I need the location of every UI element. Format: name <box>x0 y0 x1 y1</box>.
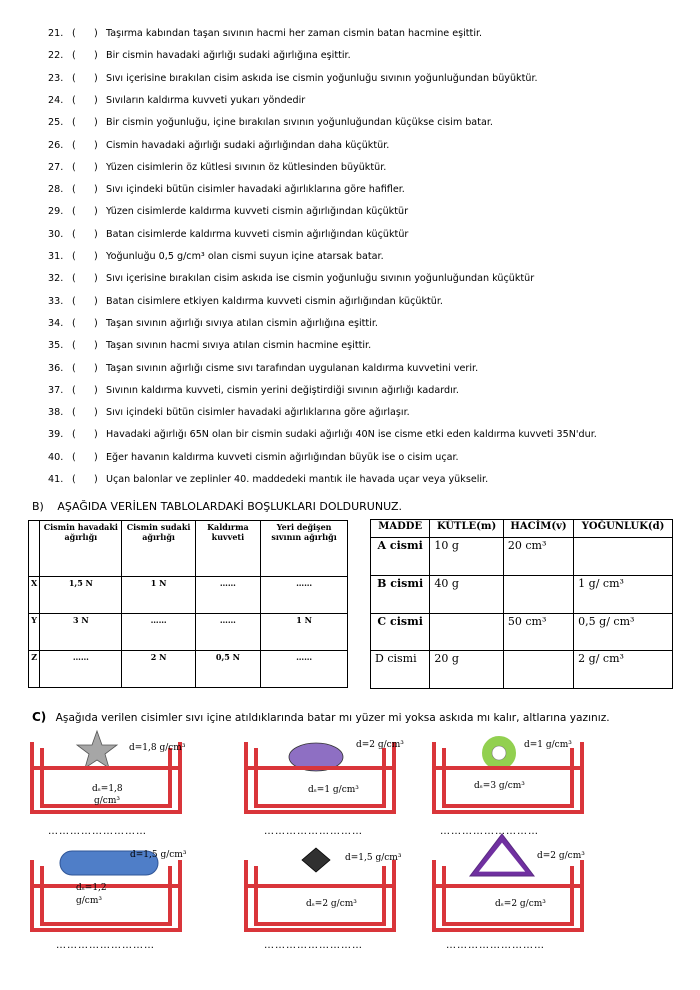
table2-cell: 1 g/ cm³ <box>574 575 673 613</box>
table-row <box>371 538 673 576</box>
table2-cell: 10 g <box>430 538 504 576</box>
question-text: Sıvı içerisine bırakılan cisim askıda ise cismin yoğunluğu sıvının yoğunluğundan küçüktür <box>106 273 535 285</box>
container-diagram-6 <box>432 846 622 936</box>
table1-cell: …… <box>261 577 348 614</box>
question-text: Uçan balonlar ve zeplinler 40. maddedeki mantık ile havada uçar veya yükselir. <box>106 474 489 485</box>
list-item <box>48 116 493 130</box>
table2-cell <box>503 575 573 613</box>
table-row <box>371 613 673 651</box>
table2-cell <box>503 651 573 689</box>
question-text: Sıvı içindeki bütün cisimler havadaki ağırlıklarına göre hafifler. <box>106 184 405 196</box>
answer-parentheses[interactable]: ( ) <box>72 117 98 129</box>
list-item <box>48 183 405 197</box>
question-number: 26. <box>48 139 64 151</box>
question-number: 35. <box>48 340 64 352</box>
liquid-density-unit: g/cm³ <box>94 796 120 806</box>
object-density-label: d=1,5 g/cm³ <box>130 850 187 860</box>
table-row <box>29 614 348 651</box>
list-item <box>48 473 488 487</box>
liquid-density-label: dₛ=1 g/cm³ <box>308 785 359 795</box>
answer-blank[interactable]: ……………………… <box>264 826 363 837</box>
table-row <box>371 575 673 613</box>
list-item <box>48 362 478 376</box>
table1-cell: 2 N <box>122 651 195 688</box>
question-number: 25. <box>48 117 64 129</box>
answer-parentheses[interactable]: ( ) <box>72 139 98 151</box>
question-text: Yüzen cisimlerde kaldırma kuvveti cismin ağırlığından küçüktür <box>106 206 409 218</box>
list-item <box>48 317 378 331</box>
list-item <box>48 451 459 465</box>
question-number: 36. <box>48 362 64 374</box>
table1-cell: 3 N <box>40 614 122 651</box>
object-density-label: d=1,8 g/cm³ <box>129 743 186 753</box>
question-text: Bir cismin havadaki ağırlığı sudaki ağırlığına eşittir. <box>106 50 351 62</box>
table2-cell: 0,5 g/ cm³ <box>574 613 673 651</box>
answer-parentheses[interactable]: ( ) <box>72 184 98 196</box>
table2-cell <box>574 538 673 576</box>
answer-parentheses[interactable]: ( ) <box>72 474 98 485</box>
answer-blank[interactable]: ……………………… <box>48 826 147 837</box>
liquid-density-label: dₛ=2 g/cm³ <box>495 899 546 909</box>
object-density-label: d=1,5 g/cm³ <box>345 853 402 863</box>
answer-parentheses[interactable]: ( ) <box>72 429 98 441</box>
answer-parentheses[interactable]: ( ) <box>72 273 98 285</box>
question-text: Taşan sıvının hacmi sıvıya atılan cismin hacmine eşittir. <box>106 340 372 352</box>
table1-cell: Z <box>29 651 40 688</box>
diamond-icon <box>302 848 330 872</box>
container-diagram-5 <box>244 846 434 936</box>
question-number: 41. <box>48 474 64 485</box>
answer-blank[interactable]: ……………………… <box>440 826 539 837</box>
list-item <box>48 428 597 442</box>
table2-header: MADDE <box>371 520 430 538</box>
question-text: Yoğunluğu 0,5 g/cm³ olan cismi suyun içine atarsak batar. <box>106 251 384 262</box>
table2-header: YOĞUNLUK(d) <box>574 520 673 538</box>
question-text: Cismin havadaki ağırlığı sudaki ağırlığından daha küçüktür. <box>106 139 390 151</box>
list-item <box>48 272 534 286</box>
table2-cell: 40 g <box>430 575 504 613</box>
table1-header: Yeri değişen sıvının ağırlığı <box>261 521 348 577</box>
answer-blank[interactable]: ……………………… <box>56 940 155 951</box>
table1-cell: …… <box>40 651 122 688</box>
list-item <box>48 49 351 63</box>
answer-parentheses[interactable]: ( ) <box>72 28 98 39</box>
list-item <box>48 94 305 108</box>
question-number: 32. <box>48 273 64 285</box>
section-c-heading <box>32 710 610 724</box>
table-row <box>29 651 348 688</box>
question-text: Sıvıların kaldırma kuvveti yukarı yöndedir <box>106 94 306 106</box>
table-row <box>371 651 673 689</box>
object-density-label: d=2 g/cm³ <box>356 740 404 750</box>
question-text: Taşan sıvının ağırlığı sıvıya atılan cismin ağırlığına eşittir. <box>106 317 378 329</box>
question-text: Yüzen cisimlerin öz kütlesi sıvının öz kütlesinden büyüktür. <box>106 161 387 173</box>
question-text: Eğer havanın kaldırma kuvveti cismin ağırlığından büyük ise o cisim uçar. <box>106 451 459 463</box>
question-number: 29. <box>48 206 64 218</box>
answer-blank[interactable]: ……………………… <box>264 940 363 951</box>
list-item <box>48 27 482 41</box>
table2-cell: C cismi <box>371 613 430 651</box>
container-diagram-1 <box>30 728 220 818</box>
ring-icon <box>487 741 511 765</box>
table2-cell: 20 g <box>430 651 504 689</box>
question-text: Sıvının kaldırma kuvveti, cismin yerini değiştirdiği sıvının ağırlığı kadardır. <box>106 384 459 396</box>
answer-parentheses[interactable]: ( ) <box>72 362 98 374</box>
answer-parentheses[interactable]: ( ) <box>72 451 98 463</box>
answer-blank[interactable]: ……………………… <box>446 940 545 951</box>
list-item <box>48 205 408 219</box>
container-diagram-4 <box>30 846 220 936</box>
answer-parentheses[interactable]: ( ) <box>72 228 98 240</box>
table1-cell: 1 N <box>122 577 195 614</box>
table2-cell: 20 cm³ <box>503 538 573 576</box>
table1-header <box>29 521 40 577</box>
answer-parentheses[interactable]: ( ) <box>72 94 98 106</box>
question-text: Bir cismin yoğunluğu, içine bırakılan sıvının yoğunluğundan küçükse cisim batar. <box>106 117 493 129</box>
question-number: 27. <box>48 161 64 173</box>
question-number: 22. <box>48 50 64 62</box>
list-item <box>48 228 408 242</box>
table1-cell: X <box>29 577 40 614</box>
section-b-title: AŞAĞIDA VERİLEN TABLOLARDAKİ BOŞLUKLARI DOLDURUNUZ. <box>57 500 402 513</box>
answer-parentheses[interactable]: ( ) <box>72 251 98 262</box>
container-diagram-2 <box>244 728 434 818</box>
answer-parentheses[interactable]: ( ) <box>72 206 98 218</box>
answer-parentheses[interactable]: ( ) <box>72 407 98 419</box>
triangle-icon <box>470 834 534 876</box>
list-item <box>48 295 443 309</box>
liquid-density-unit: g/cm³ <box>76 896 102 906</box>
answer-parentheses[interactable]: ( ) <box>72 295 98 307</box>
question-text: Sıvı içerisine bırakılan cisim askıda ise cismin yoğunluğu sıvının yoğunluğundan büyüktür. <box>106 72 538 84</box>
question-number: 24. <box>48 94 64 106</box>
liquid-density-label: dₛ=1,2 <box>76 883 107 893</box>
question-number: 30. <box>48 228 64 240</box>
object-density-label: d=1 g/cm³ <box>524 740 572 750</box>
object-density-label: d=2 g/cm³ <box>537 851 585 861</box>
table2-cell: 50 cm³ <box>503 613 573 651</box>
question-text: Batan cisimlere etkiyen kaldırma kuvveti cismin ağırlığından küçüktür. <box>106 295 443 307</box>
question-number: 38. <box>48 407 64 419</box>
container-icon <box>246 860 394 930</box>
star-icon <box>77 731 117 768</box>
question-text: Taşan sıvının ağırlığı cisme sıvı tarafından uygulanan kaldırma kuvvetini verir. <box>106 362 479 374</box>
table1-cell: …… <box>195 577 260 614</box>
table1-header: Kaldırma kuvveti <box>195 521 260 577</box>
table2-header: HACİM(v) <box>503 520 573 538</box>
table1-cell: Y <box>29 614 40 651</box>
table1-cell: 1,5 N <box>40 577 122 614</box>
question-number: 40. <box>48 451 64 463</box>
list-item <box>48 384 459 398</box>
list-item <box>48 72 538 86</box>
table1-cell: …… <box>195 614 260 651</box>
question-text: Taşırma kabından taşan sıvının hacmi her zaman cismin batan hacmine eşittir. <box>106 28 483 39</box>
table2-cell: B cismi <box>371 575 430 613</box>
list-item <box>48 339 371 353</box>
section-c-title: Aşağıda verilen cisimler sıvı içine atıldıklarında batar mı yüzer mi yoksa askıda mı kalır, altlarına yazınız. <box>55 712 610 724</box>
density-table <box>370 519 673 689</box>
table1-header: Cismin sudaki ağırlığı <box>122 521 195 577</box>
force-table <box>28 520 348 688</box>
section-c-label: C) <box>32 710 47 724</box>
answer-parentheses[interactable]: ( ) <box>72 72 98 84</box>
question-number: 21. <box>48 28 64 39</box>
answer-parentheses[interactable]: ( ) <box>72 384 98 396</box>
question-number: 37. <box>48 384 64 396</box>
liquid-density-label: dₛ=3 g/cm³ <box>474 781 525 791</box>
table1-header: Cismin havadaki ağırlığı <box>40 521 122 577</box>
table1-cell: …… <box>122 614 195 651</box>
section-b-heading <box>32 500 402 513</box>
table2-header: KÜTLE(m) <box>430 520 504 538</box>
table1-cell: 1 N <box>261 614 348 651</box>
question-number: 33. <box>48 295 64 307</box>
question-number: 23. <box>48 72 64 84</box>
list-item <box>48 139 389 153</box>
answer-parentheses[interactable]: ( ) <box>72 50 98 62</box>
question-text: Havadaki ağırlığı 65N olan bir cismin sudaki ağırlığı 40N ise cisme etki eden kaldırma kuvveti 35N'dur. <box>106 429 597 441</box>
table2-cell: 2 g/ cm³ <box>574 651 673 689</box>
table-row <box>29 577 348 614</box>
table1-cell: …… <box>261 651 348 688</box>
question-number: 28. <box>48 184 64 196</box>
list-item <box>48 161 386 175</box>
answer-parentheses[interactable]: ( ) <box>72 161 98 173</box>
table2-cell: A cismi <box>371 538 430 576</box>
question-text: Batan cisimlerde kaldırma kuvveti cismin ağırlığından küçüktür <box>106 228 409 240</box>
answer-parentheses[interactable]: ( ) <box>72 340 98 352</box>
liquid-density-label: dₛ=2 g/cm³ <box>306 899 357 909</box>
liquid-density-label: dₛ=1,8 <box>92 784 123 794</box>
table1-cell: 0,5 N <box>195 651 260 688</box>
table2-cell <box>430 613 504 651</box>
question-number: 39. <box>48 429 64 441</box>
table2-cell: D cismi <box>371 651 430 689</box>
list-item <box>48 406 410 420</box>
section-b-label: B) <box>32 500 44 513</box>
answer-parentheses[interactable]: ( ) <box>72 317 98 329</box>
question-text: Sıvı içindeki bütün cisimler havadaki ağırlıklarına göre ağırlaşır. <box>106 407 410 419</box>
list-item <box>48 250 384 264</box>
question-number: 31. <box>48 251 64 262</box>
question-number: 34. <box>48 317 64 329</box>
